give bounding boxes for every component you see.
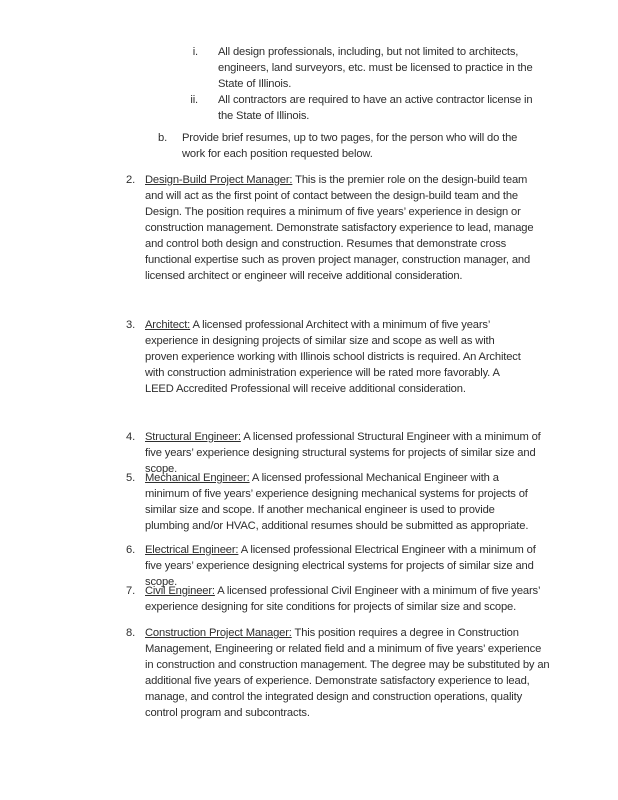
item-text: A licensed professional Structural Engineer with a minimum of five years’ experience designing structural systems for projects of similar size and scope. — [145, 431, 541, 475]
list-marker: 4. — [126, 431, 136, 443]
list-marker: 3. — [126, 319, 136, 331]
item-text: A licensed professional Mechanical Engineer with a minimum of five years’ experience designing mechanical systems for projects of similar size and scope. If another mechanical engineer is used to provide plumbing and/or HVAC, additional resumes should be submitted as appropriate. — [145, 472, 529, 532]
list-item — [145, 583, 540, 615]
item-text: This is the premier role on the design-build team and will act as the first point of contact between the design-build team and the Design. The position requires a minimum of five years’ experience in design or construction management. Demonstrate satisfactory experience to lead, manage and control both design and construction. Resumes that demonstrate cross functional expertise such as proven project manager, construction manager, and licensed architect or engineer will receive additional consideration. — [145, 174, 534, 282]
item-title: Architect: — [145, 319, 191, 331]
list-item — [145, 625, 550, 721]
subitem-text: All contractors are required to have an active contractor license in the State of Illinois. — [218, 94, 533, 122]
list-marker: 7. — [126, 585, 136, 597]
list-marker: i. — [192, 46, 198, 58]
list-item — [145, 317, 525, 397]
item-title: Structural Engineer: — [145, 431, 241, 443]
item-title: Design-Build Project Manager: — [145, 174, 293, 186]
item-title: Civil Engineer: — [145, 585, 215, 597]
subitem-text: All design professionals, including, but not limited to architects, engineers, land surveyors, etc. must be licensed to practice in the State of Illinois. — [218, 46, 533, 90]
list-marker: 8. — [126, 627, 136, 639]
item-b-text: Provide brief resumes, up to two pages, for the person who will do the work for each position requested below. — [182, 132, 518, 160]
list-marker: 6. — [126, 544, 136, 556]
list-marker: b. — [158, 132, 168, 144]
item-text: This position requires a degree in Construction Management, Engineering or related field and a minimum of five years’ experience in construction and construction management. The degree may be substituted by an additional five years of experience. Demonstrate satisfactory experience to lead, manage, and control the integrated design and construction operations, quality control program and subcontracts. — [145, 627, 550, 719]
item-title: Mechanical Engineer: — [145, 472, 250, 484]
list-marker: ii. — [190, 94, 198, 106]
list-marker: 2. — [126, 174, 136, 186]
list-marker: 5. — [126, 472, 136, 484]
item-text: A licensed professional Architect with a minimum of five years’ experience in designing projects of similar size and scope as well as with proven experience working with Illinois school districts is required. An Architect with construction administration experience will be rated more favorably. A LEED Accredited Professional will receive additional consideration. — [145, 319, 521, 395]
item-text: A licensed professional Electrical Engineer with a minimum of five years’ experience designing electrical systems for projects of similar size and scope. — [145, 544, 536, 588]
item-title: Electrical Engineer: — [145, 544, 239, 556]
list-item — [145, 172, 545, 284]
list-item — [145, 470, 540, 534]
item-title: Construction Project Manager: — [145, 627, 292, 639]
item-text: A licensed professional Civil Engineer with a minimum of five years’ experience designing for site conditions for projects of similar size and scope. — [145, 585, 540, 613]
